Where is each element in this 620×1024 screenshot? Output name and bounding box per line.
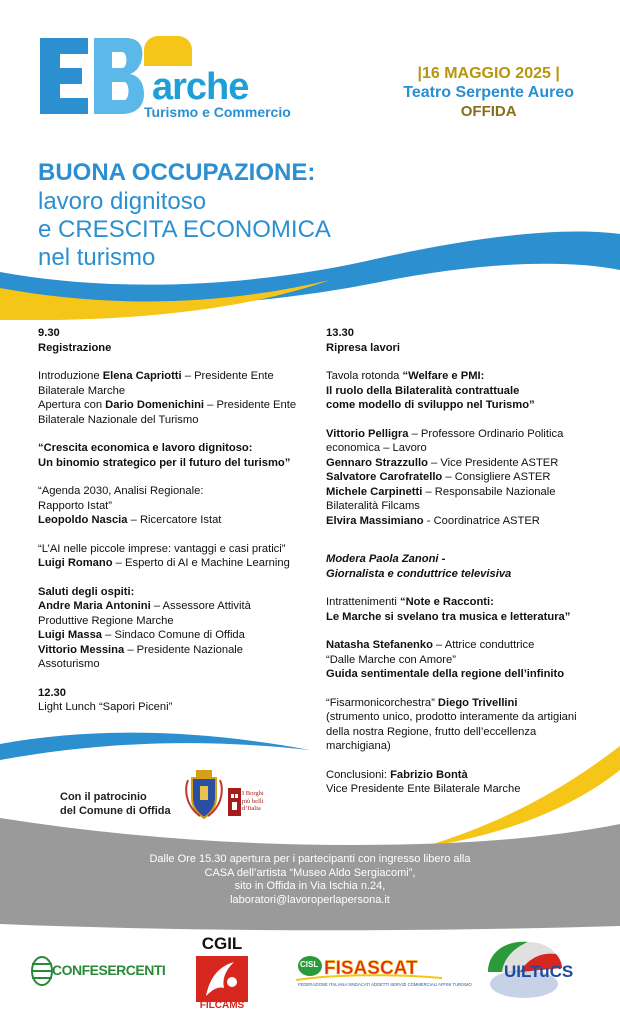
- fisascat-subtitle: FEDERAZIONE ITALIANA SINDACATI ADDETTI SERVIZI COMMERCIALI AFFINI TURISMO: [298, 982, 472, 987]
- time-1230: 12.30: [38, 686, 66, 699]
- time-930: 9.30: [38, 327, 60, 339]
- borghi-line2: più belli: [242, 797, 264, 805]
- tavola-line3: come modello di sviluppo nel Turismo”: [326, 399, 535, 411]
- tavola-line1: Tavola rotonda “Welfare e PMI:: [326, 370, 485, 382]
- program-left-column: [38, 326, 300, 715]
- speaker-massimiano: Elvira Massimiano: [326, 514, 424, 527]
- resume-label: Ripresa lavori: [326, 341, 400, 354]
- patronage-text: [60, 790, 171, 818]
- speaker-pelligra: Vittorio Pelligra: [326, 427, 409, 440]
- logo-m-block: [144, 36, 192, 66]
- agenda-line2: Rapporto Istat”: [38, 499, 112, 512]
- stefanenko-guide: Guida sentimentale della regione dell’infinito: [326, 668, 565, 680]
- fisascat-text: FISASCAT: [324, 958, 418, 979]
- time-1330: 13.30: [326, 327, 354, 339]
- afternoon-line3: sito in Offida in Via Ischia n.24,: [234, 880, 386, 892]
- event-title: [38, 158, 398, 272]
- speaker-messina: Vittorio Messina: [38, 643, 125, 656]
- pelligra-line: Vittorio Pelligra – Professore Ordinario Politica economica – Lavoro: [326, 427, 564, 454]
- lunch-label: Light Lunch “Sapori Piceni”: [38, 701, 173, 713]
- patronage-line2: del Comune di Offida: [60, 805, 171, 817]
- confesercenti-logo: [30, 952, 166, 990]
- talk-crescita-line1: “Crescita economica e lavoro dignitoso:: [38, 442, 253, 454]
- speaker-carofratello: Salvatore Carofratello: [326, 471, 443, 483]
- opening-line: Apertura con Dario Domenichini – Presidente Ente Bilaterale Nazionale del Turismo: [38, 399, 297, 426]
- massa-line: Luigi Massa – Sindaco Comune di Offida: [38, 629, 245, 641]
- cgil-figure-icon: [196, 956, 248, 1002]
- afternoon-line2: CASA dell’artista “Museo Aldo Sergiacomi”,: [204, 866, 416, 879]
- fisarmonica-line: “Fisarmonicorchestra” Diego Trivellini: [326, 696, 518, 709]
- speaker-antonini: Andre Maria Antonini: [38, 600, 151, 612]
- massimiano-line: Elvira Massimiano - Coordinatrice ASTER: [326, 514, 540, 527]
- event-date: |16 MAGGIO 2025 |: [417, 65, 560, 82]
- logo-subtitle: Turismo e Commercio: [144, 104, 291, 120]
- uiltucs-text: UILTuCS: [504, 962, 574, 981]
- intro-line: Introduzione Elena Capriotti – Presidente Ente Bilaterale Marche: [38, 370, 274, 397]
- program-right-column: [326, 326, 596, 797]
- afternoon-info: [110, 853, 510, 907]
- antonini-line: Andre Maria Antonini – Assessore Attività Produttive Regione Marche: [38, 600, 251, 627]
- stefanenko-show: “Dalle Marche con Amore”: [326, 653, 456, 666]
- title-line-2: e CRESCITA ECONOMICA: [38, 216, 331, 243]
- nascia-line: Leopoldo Nascia – Ricercatore Istat: [38, 514, 222, 526]
- speaker-domenichini: Dario Domenichini: [105, 399, 205, 411]
- cgil-filcams-logo: [192, 934, 252, 1014]
- fisarmonica-desc: (strumento unico, prodotto interamente da artigiani della nostra Regione, frutto dell’eccellenza marchigiana): [326, 711, 577, 752]
- carofratello-line: Salvatore Carofratello – Consigliere ASTER: [326, 471, 551, 483]
- entertainment-line1: Intrattenimenti “Note e Racconti:: [326, 596, 494, 608]
- confesercenti-text: CONFESERCENTI: [52, 962, 166, 978]
- conclusions-line: Conclusioni: Fabrizio Bontà: [326, 768, 468, 781]
- filcams-text: FILCAMS: [199, 1000, 245, 1011]
- event-info: [403, 64, 574, 121]
- title-main: BUONA OCCUPAZIONE:: [38, 159, 316, 186]
- cgil-text: CGIL: [201, 934, 243, 953]
- speaker-romano: Luigi Romano: [38, 557, 113, 569]
- tavola-line2: Il ruolo della Bilateralità contrattuale: [326, 384, 520, 397]
- speaker-stefanenko: Natasha Stefanenko: [326, 639, 433, 651]
- uiltucs-logo: [484, 938, 600, 1000]
- cgil-red-block: [196, 956, 248, 1002]
- moderator-line1: Modera Paola Zanoni -: [326, 553, 446, 565]
- borghi-piu-belli-logo: [228, 786, 270, 818]
- agenda-line1: “Agenda 2030, Analisi Regionale:: [38, 485, 204, 497]
- registration-label: Registrazione: [38, 341, 112, 354]
- ebmarche-logo: [36, 36, 306, 120]
- speaker-capriotti: Elena Capriotti: [102, 370, 182, 382]
- confesercenti-mark-icon: [30, 952, 54, 990]
- event-city: OFFIDA: [460, 103, 517, 120]
- fisascat-logo: [296, 952, 472, 994]
- speaker-carpinetti: Michele Carpinetti: [326, 485, 423, 498]
- offida-crest-icon: [182, 768, 226, 820]
- patronage-line1: Con il patrocinio: [60, 791, 147, 803]
- carpinetti-line: Michele Carpinetti – Responsabile Nazionale Bilateralità Filcams: [326, 485, 556, 512]
- cisl-text: CISL: [300, 960, 319, 969]
- messina-line: Vittorio Messina – Presidente Nazionale Assoturismo: [38, 643, 244, 670]
- conclusions-role: Vice Presidente Ente Bilaterale Marche: [326, 783, 521, 795]
- afternoon-line1: Dalle Ore 15.30 apertura per i partecipanti con ingresso libero alla: [149, 853, 471, 865]
- entertainment-line2: Le Marche si svelano tra musica e letteratura”: [326, 610, 571, 623]
- speaker-nascia: Leopoldo Nascia: [38, 514, 128, 526]
- speaker-trivellini: Diego Trivellini: [437, 696, 518, 709]
- event-venue: Teatro Serpente Aureo: [403, 84, 574, 101]
- borghi-line1: I Borghi: [242, 790, 264, 797]
- romano-line: Luigi Romano – Esperto di AI e Machine Learning: [38, 557, 290, 569]
- stefanenko-line: Natasha Stefanenko – Attrice conduttrice: [326, 639, 535, 651]
- moderator-line2: Giornalista e conduttrice televisiva: [326, 567, 512, 580]
- contact-email[interactable]: laboratori@lavoroperlapersona.it: [230, 893, 390, 906]
- speaker-strazzullo: Gennaro Strazzullo: [326, 456, 428, 469]
- speaker-bonta: Fabrizio Bontà: [390, 768, 468, 781]
- eb-logo-mark: [36, 36, 146, 116]
- speaker-massa: Luigi Massa: [38, 629, 103, 641]
- title-line-3: nel turismo: [38, 244, 156, 271]
- saluti-heading: Saluti degli ospiti:: [38, 585, 135, 598]
- talk-crescita-line2: Un binomio strategico per il futuro del turismo”: [38, 456, 291, 469]
- borghi-line3: d’Italia: [242, 805, 261, 812]
- logo-wordmark: arche: [152, 66, 249, 108]
- title-line-1: lavoro dignitoso: [38, 188, 207, 215]
- strazzullo-line: Gennaro Strazzullo – Vice Presidente ASTER: [326, 456, 559, 469]
- ai-talk-title: “L’AI nelle piccole imprese: vantaggi e casi pratici”: [38, 542, 286, 555]
